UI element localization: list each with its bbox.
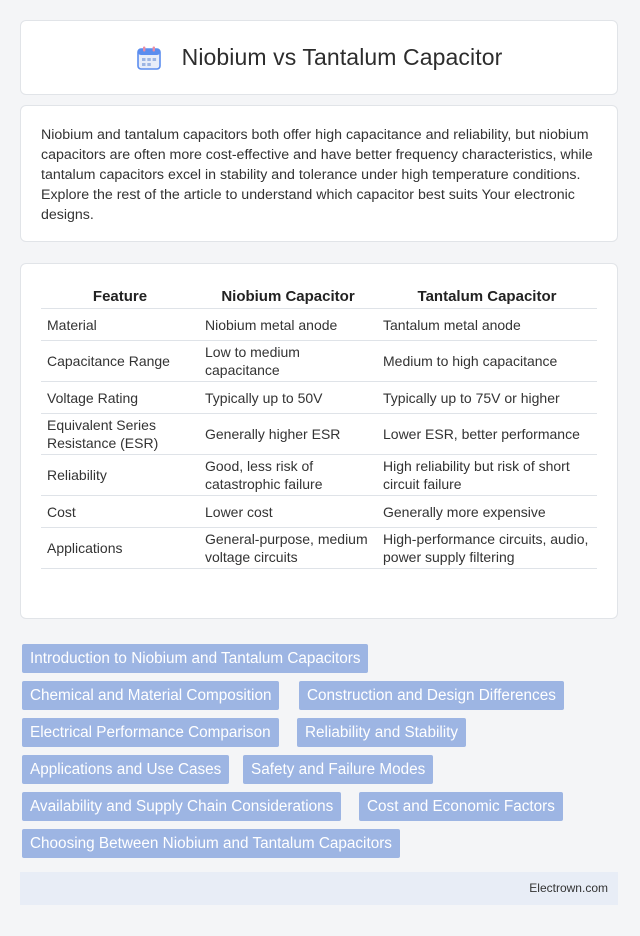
niobium-cell: Generally higher ESR [199,414,377,455]
feature-cell: Cost [41,496,199,528]
comparison-table-card [20,263,618,619]
niobium-cell: Good, less risk of catastrophic failure [199,455,377,496]
feature-cell: Applications [41,528,199,569]
topic-link[interactable]: Availability and Supply Chain Considerations [22,792,341,821]
feature-cell: Reliability [41,455,199,496]
tantalum-cell: Typically up to 75V or higher [377,382,597,414]
title-card [20,20,618,95]
tantalum-cell: Lower ESR, better performance [377,414,597,455]
title-wrap [136,44,503,71]
topic-link[interactable]: Introduction to Niobium and Tantalum Capacitors [22,644,368,673]
niobium-cell: Lower cost [199,496,377,528]
niobium-cell: Niobium metal anode [199,309,377,341]
table-row [41,414,597,455]
table-row [41,455,597,496]
topic-link[interactable]: Safety and Failure Modes [243,755,433,784]
footer [20,872,618,905]
intro-card [20,105,618,242]
niobium-cell: Typically up to 50V [199,382,377,414]
feature-cell: Equivalent Series Resistance (ESR) [41,414,199,455]
footer-source: Electrown.com [529,881,608,895]
table-row [41,309,597,341]
calendar-icon [136,45,162,71]
tantalum-cell: High-performance circuits, audio, power supply filtering [377,528,597,569]
topic-link[interactable]: Cost and Economic Factors [359,792,563,821]
tantalum-cell: Generally more expensive [377,496,597,528]
intro-text: Niobium and tantalum capacitors both offer high capacitance and reliability, but niobium capacitors are often more cost-effective and have better frequency characteristics, while tantalum capacitors excel in stability and tolerance under high temperature conditions. Explore the rest of the article to understand which capacitor best suits Your electronic designs. [41,127,593,223]
feature-cell: Capacitance Range [41,341,199,382]
table-row [41,382,597,414]
tantalum-cell: High reliability but risk of short circuit failure [377,455,597,496]
table-header-row [41,284,597,309]
tantalum-cell: Tantalum metal anode [377,309,597,341]
table-row [41,341,597,382]
topic-link[interactable]: Reliability and Stability [297,718,466,747]
page-title: Niobium vs Tantalum Capacitor [181,44,503,70]
tantalum-cell: Medium to high capacitance [377,341,597,382]
niobium-cell: General-purpose, medium voltage circuits [199,528,377,569]
topic-link[interactable]: Applications and Use Cases [22,755,229,784]
header-tantalum: Tantalum Capacitor [377,284,597,309]
topic-link[interactable]: Choosing Between Niobium and Tantalum Capacitors [22,829,400,858]
feature-cell: Voltage Rating [41,382,199,414]
header-niobium: Niobium Capacitor [199,284,377,309]
niobium-cell: Low to medium capacitance [199,341,377,382]
table-row [41,496,597,528]
table-row [41,528,597,569]
header-feature: Feature [41,284,199,309]
comparison-table [41,284,597,569]
feature-cell: Material [41,309,199,341]
topic-link[interactable]: Chemical and Material Composition [22,681,279,710]
topic-link[interactable]: Electrical Performance Comparison [22,718,279,747]
topic-link[interactable]: Construction and Design Differences [299,681,564,710]
